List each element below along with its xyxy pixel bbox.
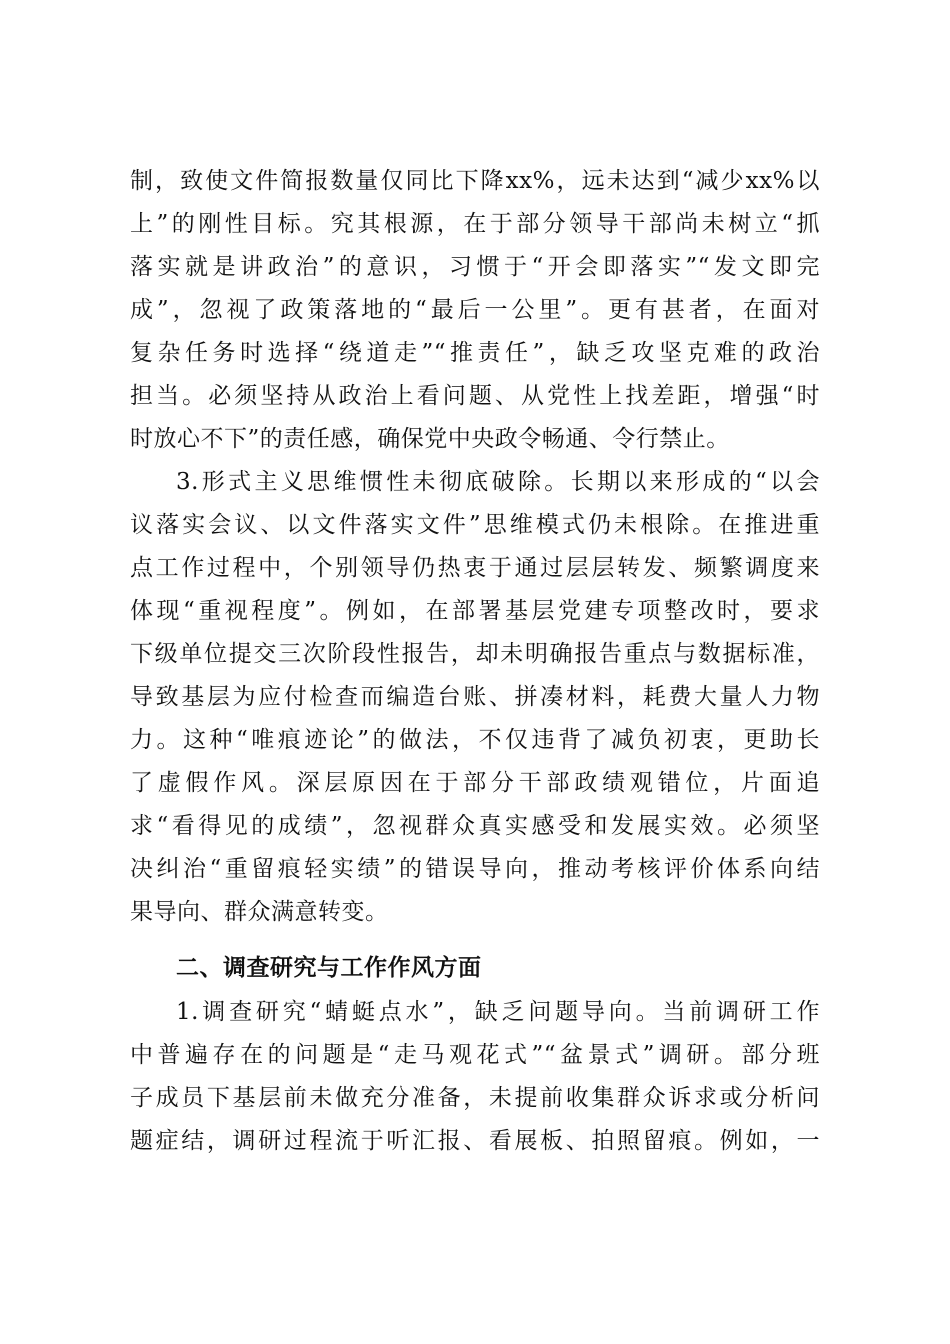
paragraph-line: 点工作过程中，个别领导仍热衷于通过层层转发、频繁调度来 (130, 555, 820, 581)
paragraph-line: 导致基层为应付检查而编造台账、拼凑材料，耗费大量人力物 (130, 684, 820, 710)
paragraph-line: 上”的刚性目标。究其根源，在于部分领导干部尚未树立“抓 (130, 211, 820, 237)
paragraph-line: 决纠治“重留痕轻实绩”的错误导向，推动考核评价体系向结 (130, 856, 820, 882)
paragraph-line: 议落实会议、以文件落实文件”思维模式仍未根除。在推进重 (130, 512, 820, 538)
paragraph-line: 求“看得见的成绩”，忽视群众真实感受和发展实效。必须坚 (130, 813, 820, 839)
paragraph-line: 体现“重视程度”。例如，在部署基层党建专项整改时，要求 (130, 598, 820, 624)
paragraph-line: 时放心不下”的责任感，确保党中央政令畅通、令行禁止。 (130, 426, 730, 452)
paragraph-line: 子成员下基层前未做充分准备，未提前收集群众诉求或分析问 (130, 1085, 820, 1111)
paragraph-line: 制，致使文件简报数量仅同比下降xx%，远未达到“减少xx%以 (130, 168, 820, 194)
paragraph-line: 题症结，调研过程流于听汇报、看展板、拍照留痕。例如，一 (130, 1128, 820, 1154)
paragraph-line: 中普遍存在的问题是“走马观花式”“盆景式”调研。部分班 (130, 1042, 820, 1068)
section-heading: 二、调查研究与工作作风方面 (176, 955, 482, 981)
paragraph-line: 果导向、群众满意转变。 (130, 899, 389, 925)
paragraph-line: 了虚假作风。深层原因在于部分干部政绩观错位，片面追 (130, 770, 820, 796)
paragraph-line: 下级单位提交三次阶段性报告，却未明确报告重点与数据标准， (130, 641, 820, 667)
paragraph-line: 落实就是讲政治”的意识，习惯于“开会即落实”“发文即完 (130, 254, 820, 280)
paragraph-line: 担当。必须坚持从政治上看问题、从党性上找差距，增强“时 (130, 383, 820, 409)
paragraph-line: 3.形式主义思维惯性未彻底破除。长期以来形成的“以会 (176, 469, 820, 495)
paragraph-line: 1.调查研究“蜻蜓点水”，缺乏问题导向。当前调研工作 (176, 999, 820, 1025)
paragraph-line: 成”，忽视了政策落地的“最后一公里”。更有甚者，在面对 (130, 297, 820, 323)
paragraph-line: 复杂任务时选择“绕道走”“推责任”，缺乏攻坚克难的政治 (130, 340, 820, 366)
paragraph-line: 力。这种“唯痕迹论”的做法，不仅违背了减负初衷，更助长 (130, 727, 820, 753)
